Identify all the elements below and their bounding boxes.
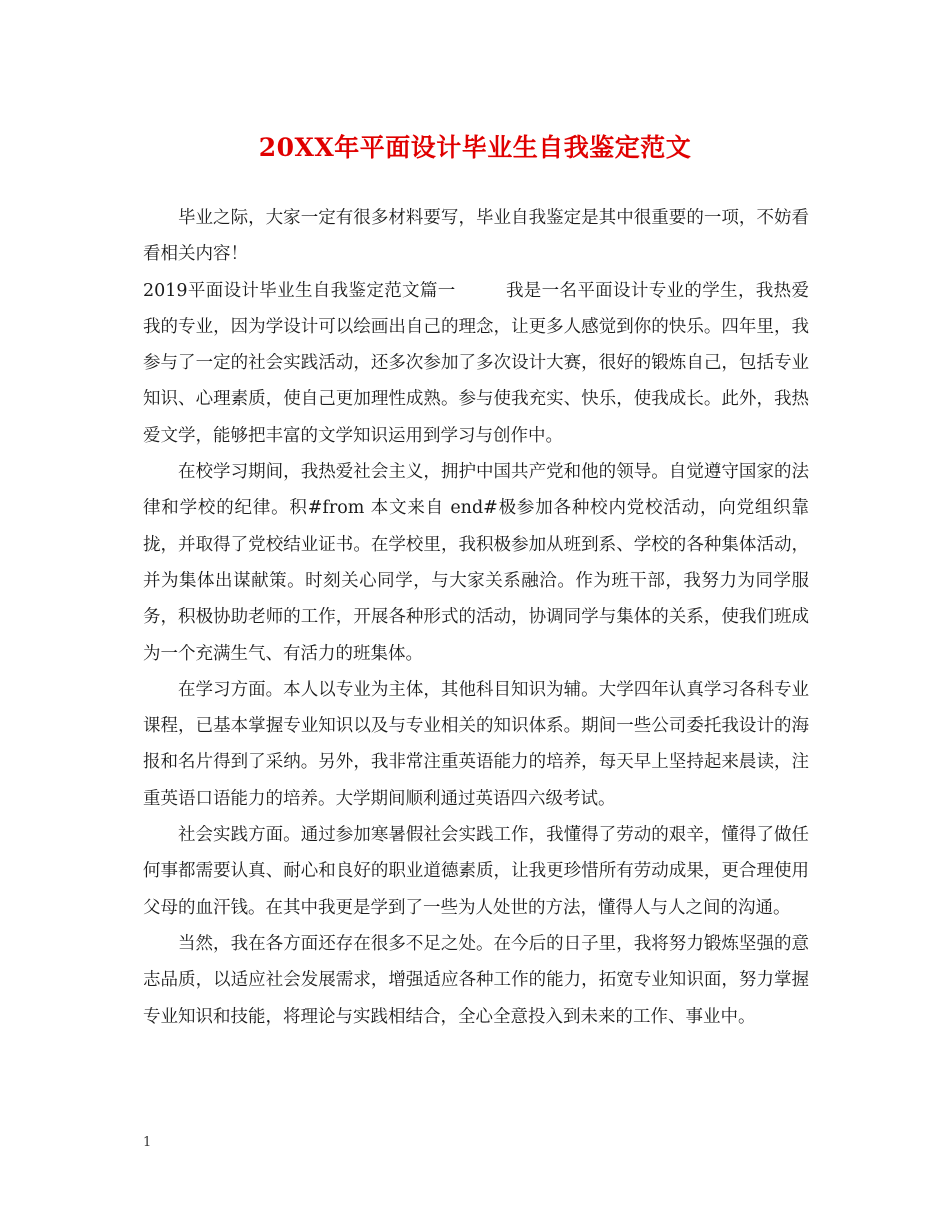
paragraph-1: 我是一名平面设计专业的学生，我热爱我的专业，因为学设计可以绘画出自己的理念，让更多人感觉到你的快乐。四年里，我参与了一定的社会实践活动，还多次参加了多次设计大赛，很好的锻炼自己，包括专业知识、心理素质，使自己更加理性成熟。参与使我充实、快乐，使我成长。此外，我热爱文学，能够把丰富的文学知识运用到学习与创作中。: [143, 280, 809, 446]
page-number: 1: [143, 1135, 152, 1150]
paragraph-5: 当然，我在各方面还存在很多不足之处。在今后的日子里，我将努力锻炼坚强的意志品质，以适应社会发展需求，增强适应各种工作的能力，拓宽专业知识面，努力掌握专业知识和技能，将理论与实践相结合，全心全意投入到未来的工作、事业中。: [143, 933, 809, 1027]
paragraph-4: 社会实践方面。通过参加寒暑假社会实践工作，我懂得了劳动的艰辛，懂得了做任何事都需要认真、耐心和良好的职业道德素质，让我更珍惜所有劳动成果，更合理使用父母的血汗钱。在其中我更是学到了一些为人处世的方法，懂得人与人之间的沟通。: [143, 825, 809, 918]
intro-paragraph: 毕业之际，大家一定有很多材料要写，毕业自我鉴定是其中很重要的一项，不妨看看相关内容！: [143, 208, 809, 265]
section-heading: 2019平面设计毕业生自我鉴定范文篇一: [143, 280, 456, 301]
paragraph-3: 在学习方面。本人以专业为主体，其他科目知识为辅。大学四年认真学习各科专业课程，已基本掌握专业知识以及与专业相关的知识体系。期间一些公司委托我设计的海报和名片得到了采纳。另外，我非常注重英语能力的培养，每天早上坚持起来晨读，注重英语口语能力的培养。大学期间顺利通过英语四六级考试。: [143, 679, 809, 809]
paragraph-2: 在校学习期间，我热爱社会主义，拥护中国共产党和他的领导。自觉遵守国家的法律和学校的纪律。积#from 本文来自 end#极参加各种校内党校活动，向党组织靠拢，并取得了党校结业证书。在学校里，我积极参加从班到系、学校的各种集体活动，并为集体出谋献策。时刻关心同学，与大家关系融洽。作为班干部，我努力为同学服务，积极协助老师的工作，开展各种形式的活动，协调同学与集体的关系，使我们班成为一个充满生气、有活力的班集体。: [143, 462, 809, 664]
document-title: 20XX年平面设计毕业生自我鉴定范文: [258, 133, 692, 162]
document-body: [143, 200, 809, 1035]
section-paragraph: [143, 273, 809, 454]
